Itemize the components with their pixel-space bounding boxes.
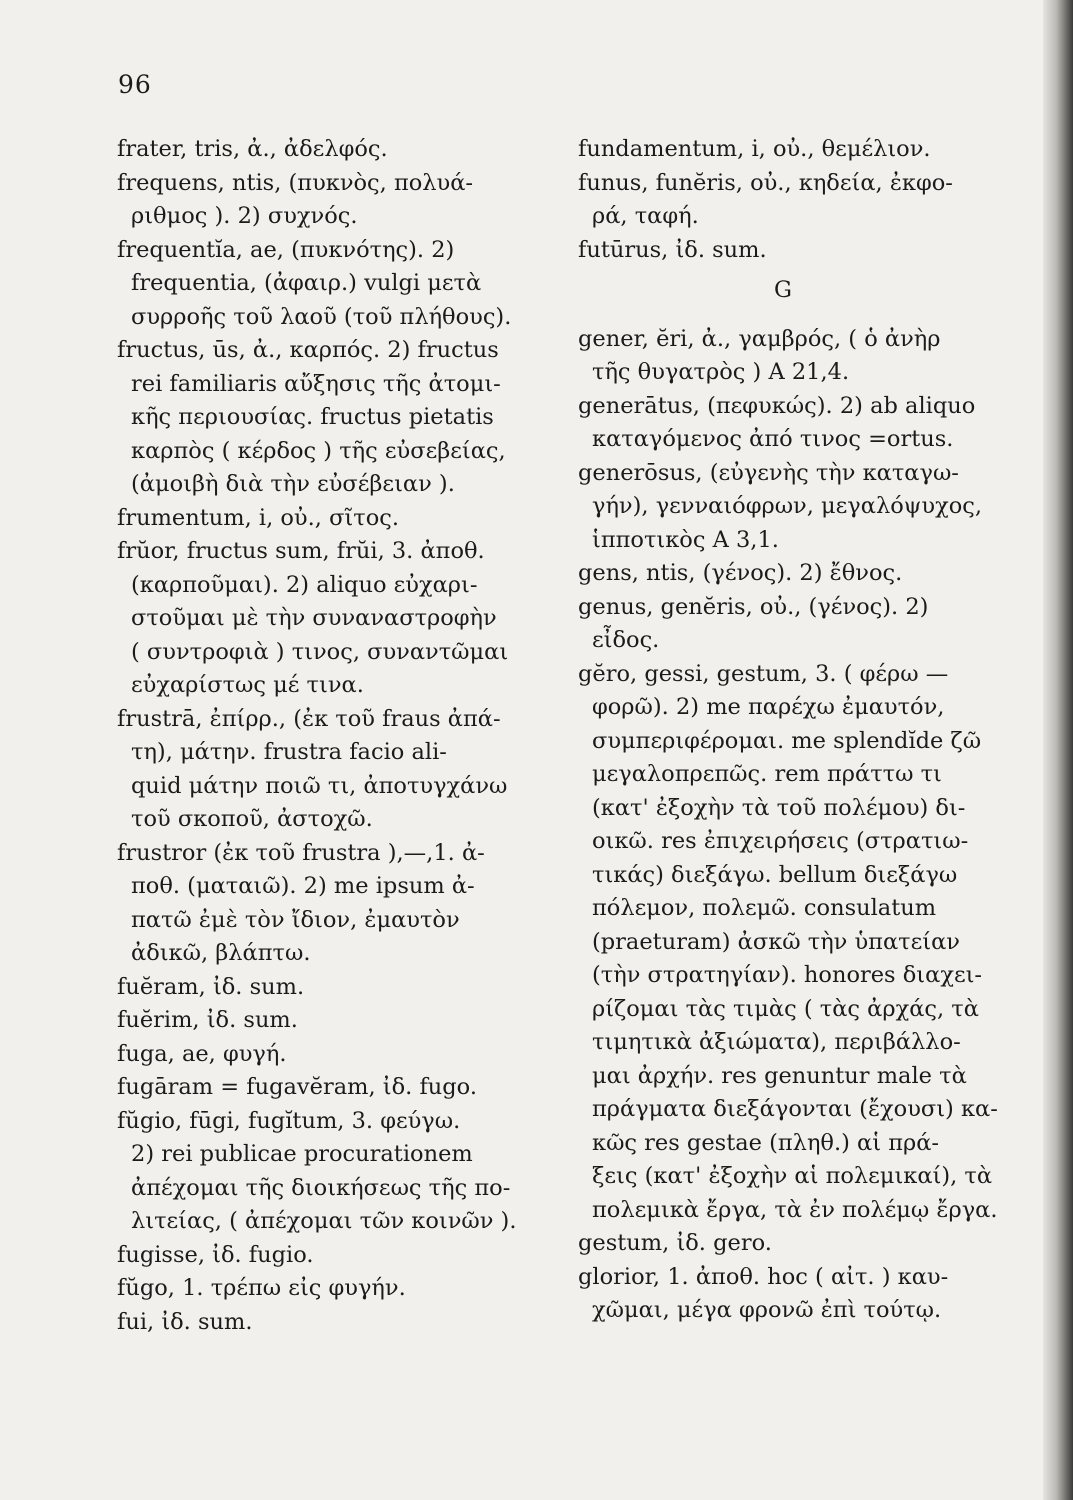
dictionary-entry-line: frequentĭa, ae, (πυκνότης). 2) [117,236,455,263]
dictionary-entry-line: generōsus, (εὐγενὴς τὴν καταγω- [578,459,959,486]
entry-continuation-line: (κατ' ἐξοχὴν τὰ τοῦ πολέμου) δι- [592,794,966,821]
entry-continuation-line: πολεμικὰ ἔργα, τὰ ἐν πολέμῳ ἔργα. [592,1196,998,1223]
dictionary-entry-line: fui, ἰδ. sum. [117,1308,253,1335]
entry-continuation-line: οικῶ. res ἐπιχειρήσεις (στρατιω- [592,828,969,854]
entry-continuation-line: (καρποῦμαι). 2) aliquo εὐχαρι- [131,571,478,598]
dictionary-entry-line: frumentum, i, οὐ., σῖτος. [117,504,399,531]
entry-continuation-line: ἀπέχομαι τῆς διοικήσεως τῆς πο- [131,1174,511,1201]
dictionary-entry-line: fugāram = fugavĕram, ἰδ. fugo. [117,1074,477,1100]
dictionary-entry-line: fuga, ae, φυγή. [117,1040,287,1067]
entry-continuation-line: καρπὸς ( κέρδος ) τῆς εὐσεβείας, [131,437,506,464]
entry-continuation-line: συρροῆς τοῦ λαοῦ (τοῦ πλήθους). [131,303,512,330]
page-edge-shadow [1043,0,1073,1500]
entry-continuation-line: quid μάτην ποιῶ τι, ἀποτυγχάνω [131,772,508,799]
entry-continuation-line: ριθμος ). 2) συχνός. [131,203,358,229]
entry-continuation-line: 2) rei publicae procurationem [131,1141,473,1167]
entry-continuation-line: frequentia, (ἀφαιρ.) vulgi μετὰ [131,270,482,296]
entry-continuation-line: rei familiaris αὔξησις τῆς ἀτομι- [131,370,501,397]
entry-continuation-line: πόλεμον, πολεμῶ. consulatum [592,895,937,921]
entry-continuation-line: ξεις (κατ' ἐξοχὴν αἱ πολεμικαί), τὰ [592,1163,993,1189]
right-column-top-entries [578,133,1018,267]
entry-continuation-line: τιμητικὰ ἀξιώματα), περιβάλλο- [592,1029,961,1055]
dictionary-entry-line: genus, genĕris, οὐ., (γένος). 2) [578,593,929,620]
dictionary-entry-line: frustrā, ἐπίρρ., (ἐκ τοῦ fraus ἀπά- [117,705,501,732]
dictionary-entry-line: fuĕrim, ἰδ. sum. [117,1007,298,1033]
entry-continuation-line: (ἀμοιβὴ διὰ τὴν εὐσέβειαν ). [131,471,455,497]
right-column [578,133,1018,1328]
entry-continuation-line: τη), μάτην. frustra facio ali- [131,739,447,765]
entry-continuation-line: φορῶ). 2) me παρέχω ἐμαυτόν, [592,694,945,720]
dictionary-entry-line: gener, ĕri, ἀ., γαμβρός, ( ὁ ἀνὴρ [578,325,941,352]
section-letter-heading: G [774,277,792,303]
entry-continuation-line: χῶμαι, μέγα φρονῶ ἐπὶ τούτῳ. [592,1297,942,1323]
right-column-bottom-entries [578,323,1018,1328]
page-number: 96 [118,70,152,99]
entry-continuation-line: στοῦμαι μὲ τὴν συναναστροφὴν [131,605,497,631]
entry-continuation-line: συμπεριφέρομαι. me splendĭde ζῶ [592,727,982,754]
entry-continuation-line: καταγόμενος ἀπό τινος =ortus. [592,426,954,452]
dictionary-entry-line: frŭor, fructus sum, frŭi, 3. ἀποθ. [117,538,485,564]
entry-continuation-line: ἀδικῶ, βλάπτω. [131,940,311,966]
dictionary-entry-line: glorior, 1. ἀποθ. hoc ( αἰτ. ) καυ- [578,1263,949,1290]
dictionary-entry-line: generātus, (πεφυκώς). 2) ab aliquo [578,392,976,419]
dictionary-entry-line: fuĕram, ἰδ. sum. [117,973,305,1000]
entry-continuation-line: πράγματα διεξάγονται (ἔχουσι) κα- [592,1096,998,1122]
entry-continuation-line: ( συντροφιὰ ) τινος, συναντῶμαι [131,638,509,665]
entry-continuation-line: ἱπποτικὸς A 3,1. [592,526,779,553]
dictionary-entry-line: funus, funĕris, οὐ., κηδεία, ἐκφο- [578,169,953,196]
dictionary-entry-line: fŭgio, fūgi, fugĭtum, 3. φεύγω. [117,1107,461,1134]
entry-continuation-line: γήν), γενναιόφρων, μεγαλόψυχος, [592,493,983,519]
dictionary-entry-line: fugisse, ἰδ. fugio. [117,1241,314,1268]
dictionary-entry-line: fŭgo, 1. τρέπω εἰς φυγήν. [117,1275,406,1301]
dictionary-entry-line: fundamentum, i, οὐ., θεμέλιον. [578,136,931,162]
entry-continuation-line: εἶδος. [592,627,660,653]
left-column [117,133,542,1339]
dictionary-entry-line: frater, tris, ἀ., ἀδελφός. [117,136,388,162]
entry-continuation-line: (τὴν στρατηγίαν). honores διαχει- [592,962,983,988]
entry-continuation-line: τῆς θυγατρὸς ) A 21,4. [592,359,850,385]
entry-continuation-line: ρά, ταφή. [592,203,699,229]
dictionary-entry-line: futūrus, ἰδ. sum. [578,236,767,263]
entry-continuation-line: κῶς res gestae (πληθ.) αἱ πρά- [592,1129,940,1156]
entry-continuation-line: εὐχαρίστως μέ τινα. [131,672,364,698]
dictionary-entry-line: gens, ntis, (γένος). 2) ἔθνος. [578,560,903,586]
dictionary-entry-line: fructus, ūs, ἀ., καρπός. 2) fructus [117,337,499,363]
entry-continuation-line: μεγαλοπρεπῶς. rem πράττω τι [592,761,942,787]
dictionary-entry-line: gĕro, gessi, gestum, 3. ( φέρω — [578,660,949,687]
entry-continuation-line: (praeturam) ἀσκῶ τὴν ὑπατείαν [592,928,960,955]
entry-continuation-line: πατῶ ἐμὲ τὸν ἴδιον, ἐμαυτὸν [131,906,460,933]
entry-continuation-line: λιτείας, ( ἀπέχομαι τῶν κοινῶν ). [131,1208,517,1234]
entry-continuation-line: μαι ἀρχήν. res genuntur male τὰ [592,1062,967,1089]
entry-continuation-line: ρίζομαι τὰς τιμὰς ( τὰς ἀρχάς, τὰ [592,995,979,1022]
entry-continuation-line: τοῦ σκοποῦ, ἀστοχῶ. [131,806,373,832]
entry-continuation-line: κῆς περιουσίας. fructus pietatis [131,404,494,430]
dictionary-entry-line: frustror (ἐκ τοῦ frustra ),—,1. ἀ- [117,839,485,866]
dictionary-entry-line: frequens, ntis, (πυκνὸς, πολυά- [117,169,474,196]
dictionary-entry-line: gestum, ἰδ. gero. [578,1230,772,1256]
entry-continuation-line: ποθ. (ματαιῶ). 2) me ipsum ἀ- [131,873,475,899]
entry-continuation-line: τικάς) διεξάγω. bellum διεξάγω [592,861,958,888]
